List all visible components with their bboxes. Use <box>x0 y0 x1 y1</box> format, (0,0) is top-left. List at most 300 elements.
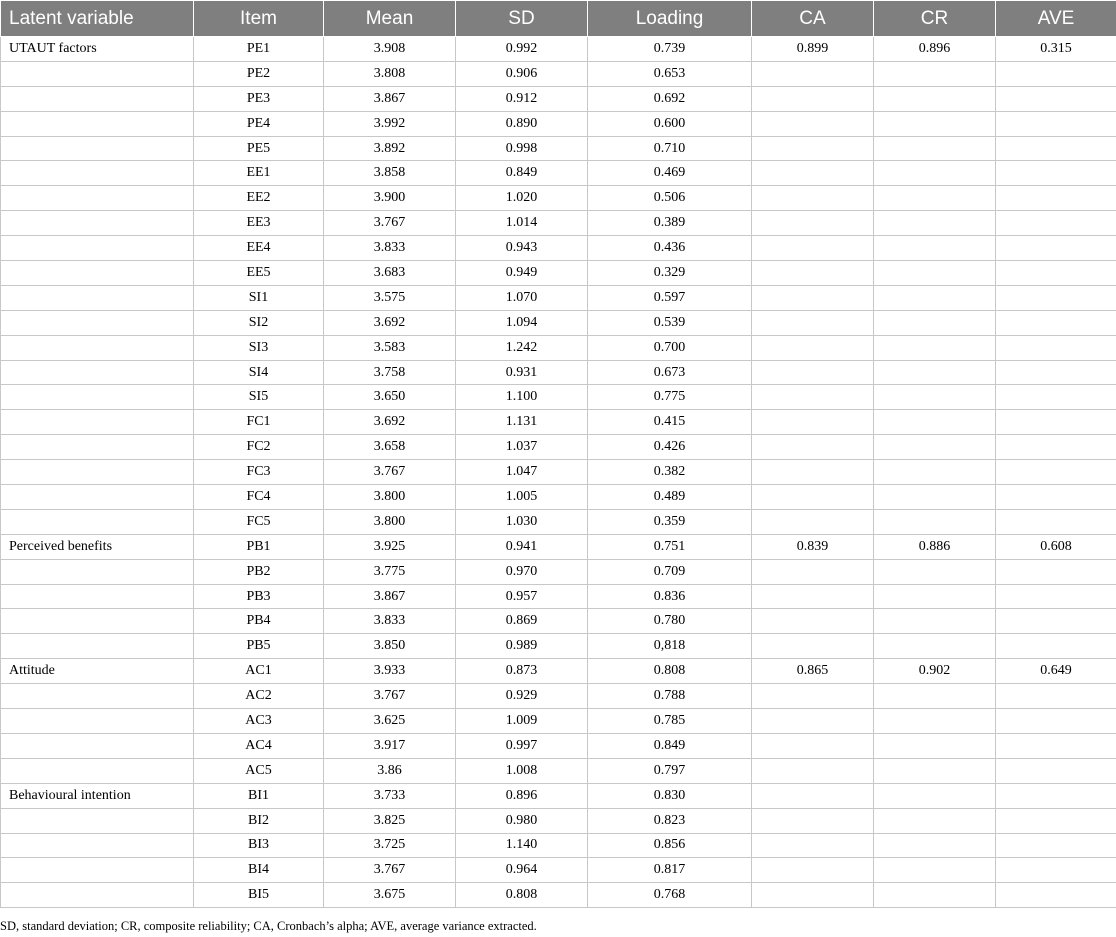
ave-cell <box>996 709 1116 734</box>
loading-cell: 0.797 <box>588 758 752 783</box>
loading-cell: 0.673 <box>588 360 752 385</box>
header-sd: SD <box>456 1 588 37</box>
mean-cell: 3.775 <box>324 559 456 584</box>
sd-cell: 0.849 <box>456 161 588 186</box>
item-cell: AC2 <box>194 684 324 709</box>
cr-cell <box>874 758 996 783</box>
sd-cell: 1.020 <box>456 186 588 211</box>
ca-cell <box>752 161 874 186</box>
latent-variable-cell <box>1 360 194 385</box>
sd-cell: 1.014 <box>456 211 588 236</box>
mean-cell: 3.767 <box>324 460 456 485</box>
mean-cell: 3.683 <box>324 261 456 286</box>
sd-cell: 1.242 <box>456 335 588 360</box>
ave-cell <box>996 584 1116 609</box>
sd-cell: 1.037 <box>456 435 588 460</box>
cr-cell <box>874 883 996 908</box>
mean-cell: 3.800 <box>324 485 456 510</box>
sd-cell: 1.005 <box>456 485 588 510</box>
ca-cell <box>752 435 874 460</box>
loading-cell: 0.700 <box>588 335 752 360</box>
ave-cell <box>996 460 1116 485</box>
table-row <box>1 161 1116 186</box>
table-footnote: SD, standard deviation; CR, composite reliability; CA, Cronbach’s alpha; AVE, average variance extracted. <box>0 919 537 933</box>
mean-cell: 3.583 <box>324 335 456 360</box>
mean-cell: 3.692 <box>324 310 456 335</box>
table-row <box>1 485 1116 510</box>
latent-variable-cell <box>1 385 194 410</box>
latent-variable-cell <box>1 634 194 659</box>
ave-cell <box>996 485 1116 510</box>
item-cell: FC5 <box>194 509 324 534</box>
item-cell: PE2 <box>194 61 324 86</box>
ca-cell <box>752 684 874 709</box>
ave-cell <box>996 385 1116 410</box>
cr-cell <box>874 211 996 236</box>
item-cell: BI2 <box>194 808 324 833</box>
ave-cell <box>996 833 1116 858</box>
ave-cell <box>996 310 1116 335</box>
sd-cell: 0.980 <box>456 808 588 833</box>
header-ave: AVE <box>996 1 1116 37</box>
ca-cell <box>752 410 874 435</box>
sd-cell: 1.131 <box>456 410 588 435</box>
ca-cell <box>752 733 874 758</box>
ave-cell <box>996 559 1116 584</box>
item-cell: SI5 <box>194 385 324 410</box>
ave-cell <box>996 758 1116 783</box>
item-cell: FC2 <box>194 435 324 460</box>
table-row <box>1 783 1116 808</box>
table-row <box>1 37 1116 62</box>
item-cell: PE3 <box>194 86 324 111</box>
table-row <box>1 634 1116 659</box>
cr-cell <box>874 460 996 485</box>
item-cell: BI5 <box>194 883 324 908</box>
sd-cell: 0.992 <box>456 37 588 62</box>
table-body <box>1 37 1116 908</box>
latent-variable-cell <box>1 335 194 360</box>
mean-cell: 3.733 <box>324 783 456 808</box>
mean-cell: 3.767 <box>324 858 456 883</box>
table-row <box>1 385 1116 410</box>
ca-cell <box>752 261 874 286</box>
sd-cell: 0.949 <box>456 261 588 286</box>
mean-cell: 3.758 <box>324 360 456 385</box>
sd-cell: 0.896 <box>456 783 588 808</box>
loading-cell: 0,818 <box>588 634 752 659</box>
latent-variable-cell <box>1 86 194 111</box>
cr-cell <box>874 310 996 335</box>
ave-cell <box>996 111 1116 136</box>
sd-cell: 1.070 <box>456 285 588 310</box>
ca-cell <box>752 285 874 310</box>
latent-variable-cell <box>1 410 194 435</box>
table-row <box>1 609 1116 634</box>
loading-cell: 0.506 <box>588 186 752 211</box>
item-cell: EE3 <box>194 211 324 236</box>
mean-cell: 3.650 <box>324 385 456 410</box>
ave-cell <box>996 186 1116 211</box>
header-latent-variable: Latent variable <box>1 1 194 37</box>
table-row <box>1 584 1116 609</box>
sd-cell: 0.890 <box>456 111 588 136</box>
ave-cell <box>996 211 1116 236</box>
loading-cell: 0.780 <box>588 609 752 634</box>
item-cell: BI4 <box>194 858 324 883</box>
cr-cell <box>874 410 996 435</box>
table-row <box>1 709 1116 734</box>
latent-variable-cell <box>1 310 194 335</box>
mean-cell: 3.625 <box>324 709 456 734</box>
header-mean: Mean <box>324 1 456 37</box>
sd-cell: 0.808 <box>456 883 588 908</box>
ca-cell <box>752 186 874 211</box>
table-row <box>1 733 1116 758</box>
ave-cell <box>996 634 1116 659</box>
item-cell: EE4 <box>194 236 324 261</box>
table-row <box>1 883 1116 908</box>
loading-cell: 0.436 <box>588 236 752 261</box>
mean-cell: 3.992 <box>324 111 456 136</box>
sd-cell: 0.998 <box>456 136 588 161</box>
loading-cell: 0.788 <box>588 684 752 709</box>
latent-variable-cell <box>1 684 194 709</box>
ave-cell <box>996 136 1116 161</box>
loading-cell: 0.653 <box>588 61 752 86</box>
header-item: Item <box>194 1 324 37</box>
sd-cell: 0.929 <box>456 684 588 709</box>
sd-cell: 1.100 <box>456 385 588 410</box>
sd-cell: 1.030 <box>456 509 588 534</box>
sd-cell: 1.008 <box>456 758 588 783</box>
cr-cell <box>874 858 996 883</box>
ave-cell <box>996 609 1116 634</box>
item-cell: PB1 <box>194 534 324 559</box>
loading-cell: 0.808 <box>588 659 752 684</box>
ca-cell <box>752 883 874 908</box>
item-cell: SI3 <box>194 335 324 360</box>
mean-cell: 3.808 <box>324 61 456 86</box>
item-cell: PB3 <box>194 584 324 609</box>
loading-cell: 0.389 <box>588 211 752 236</box>
ca-cell <box>752 833 874 858</box>
ave-cell <box>996 808 1116 833</box>
latent-variable-cell <box>1 111 194 136</box>
table-row <box>1 310 1116 335</box>
cr-cell <box>874 709 996 734</box>
mean-cell: 3.658 <box>324 435 456 460</box>
loading-cell: 0.751 <box>588 534 752 559</box>
ca-cell: 0.865 <box>752 659 874 684</box>
sd-cell: 0.869 <box>456 609 588 634</box>
loading-cell: 0.469 <box>588 161 752 186</box>
item-cell: PB5 <box>194 634 324 659</box>
header-cr: CR <box>874 1 996 37</box>
latent-variable-cell <box>1 136 194 161</box>
ave-cell <box>996 236 1116 261</box>
header-loading: Loading <box>588 1 752 37</box>
ca-cell <box>752 385 874 410</box>
sd-cell: 1.094 <box>456 310 588 335</box>
sd-cell: 1.009 <box>456 709 588 734</box>
cr-cell <box>874 584 996 609</box>
item-cell: PB4 <box>194 609 324 634</box>
latent-variable-cell <box>1 609 194 634</box>
loading-cell: 0.415 <box>588 410 752 435</box>
table-row <box>1 410 1116 435</box>
ca-cell <box>752 709 874 734</box>
ca-cell <box>752 485 874 510</box>
ave-cell <box>996 733 1116 758</box>
latent-variable-cell <box>1 559 194 584</box>
loading-cell: 0.785 <box>588 709 752 734</box>
ca-cell <box>752 335 874 360</box>
cr-cell <box>874 236 996 261</box>
mean-cell: 3.575 <box>324 285 456 310</box>
latent-variable-cell <box>1 236 194 261</box>
sd-cell: 0.873 <box>456 659 588 684</box>
ca-cell <box>752 460 874 485</box>
table-row <box>1 435 1116 460</box>
ca-cell <box>752 86 874 111</box>
ave-cell <box>996 509 1116 534</box>
mean-cell: 3.833 <box>324 609 456 634</box>
ave-cell <box>996 883 1116 908</box>
item-cell: AC5 <box>194 758 324 783</box>
sd-cell: 0.989 <box>456 634 588 659</box>
ave-cell: 0.649 <box>996 659 1116 684</box>
latent-variable-cell <box>1 808 194 833</box>
latent-variable-cell: UTAUT factors <box>1 37 194 62</box>
cr-cell: 0.886 <box>874 534 996 559</box>
ca-cell <box>752 559 874 584</box>
cr-cell <box>874 808 996 833</box>
cr-cell <box>874 261 996 286</box>
loading-cell: 0.768 <box>588 883 752 908</box>
table-header <box>1 1 1116 37</box>
mean-cell: 3.675 <box>324 883 456 908</box>
ave-cell <box>996 360 1116 385</box>
ca-cell <box>752 584 874 609</box>
ave-cell <box>996 261 1116 286</box>
loading-cell: 0.739 <box>588 37 752 62</box>
item-cell: SI1 <box>194 285 324 310</box>
mean-cell: 3.925 <box>324 534 456 559</box>
ca-cell <box>752 136 874 161</box>
mean-cell: 3.900 <box>324 186 456 211</box>
loading-cell: 0.775 <box>588 385 752 410</box>
loading-cell: 0.382 <box>588 460 752 485</box>
latent-variable-cell: Attitude <box>1 659 194 684</box>
mean-cell: 3.908 <box>324 37 456 62</box>
item-cell: BI1 <box>194 783 324 808</box>
item-cell: PE4 <box>194 111 324 136</box>
loading-cell: 0.600 <box>588 111 752 136</box>
cr-cell <box>874 86 996 111</box>
item-cell: PB2 <box>194 559 324 584</box>
loading-cell: 0.830 <box>588 783 752 808</box>
cr-cell <box>874 435 996 460</box>
table-row <box>1 659 1116 684</box>
sd-cell: 0.964 <box>456 858 588 883</box>
sd-cell: 0.906 <box>456 61 588 86</box>
cr-cell: 0.896 <box>874 37 996 62</box>
mean-cell: 3.767 <box>324 684 456 709</box>
loading-cell: 0.597 <box>588 285 752 310</box>
ca-cell <box>752 360 874 385</box>
cr-cell <box>874 360 996 385</box>
ca-cell <box>752 509 874 534</box>
ave-cell <box>996 410 1116 435</box>
ave-cell: 0.315 <box>996 37 1116 62</box>
table-row <box>1 136 1116 161</box>
table-row <box>1 559 1116 584</box>
ave-cell <box>996 684 1116 709</box>
table-row <box>1 833 1116 858</box>
table-row <box>1 211 1116 236</box>
ca-cell <box>752 310 874 335</box>
cr-cell <box>874 485 996 510</box>
cr-cell <box>874 559 996 584</box>
mean-cell: 3.892 <box>324 136 456 161</box>
sd-cell: 0.912 <box>456 86 588 111</box>
cr-cell: 0.902 <box>874 659 996 684</box>
mean-cell: 3.86 <box>324 758 456 783</box>
ca-cell <box>752 758 874 783</box>
table-row <box>1 261 1116 286</box>
table-row <box>1 509 1116 534</box>
ave-cell <box>996 335 1116 360</box>
table-row <box>1 285 1116 310</box>
ca-cell <box>752 211 874 236</box>
latent-variable-cell <box>1 758 194 783</box>
latent-variable-cell <box>1 858 194 883</box>
item-cell: EE5 <box>194 261 324 286</box>
ave-cell <box>996 858 1116 883</box>
ave-cell <box>996 161 1116 186</box>
cr-cell <box>874 136 996 161</box>
mean-cell: 3.725 <box>324 833 456 858</box>
latent-variable-cell <box>1 709 194 734</box>
table-row <box>1 858 1116 883</box>
loading-cell: 0.817 <box>588 858 752 883</box>
table-row <box>1 534 1116 559</box>
mean-cell: 3.692 <box>324 410 456 435</box>
loading-cell: 0.709 <box>588 559 752 584</box>
ca-cell <box>752 111 874 136</box>
table-row <box>1 111 1116 136</box>
mean-cell: 3.867 <box>324 584 456 609</box>
table-row <box>1 808 1116 833</box>
latent-variable-cell <box>1 161 194 186</box>
mean-cell: 3.917 <box>324 733 456 758</box>
latent-variable-cell <box>1 833 194 858</box>
loading-cell: 0.329 <box>588 261 752 286</box>
sd-cell: 0.957 <box>456 584 588 609</box>
table-row <box>1 460 1116 485</box>
sd-cell: 0.943 <box>456 236 588 261</box>
ca-cell <box>752 609 874 634</box>
loading-cell: 0.489 <box>588 485 752 510</box>
item-cell: FC4 <box>194 485 324 510</box>
sd-cell: 0.931 <box>456 360 588 385</box>
loading-cell: 0.692 <box>588 86 752 111</box>
item-cell: PE1 <box>194 37 324 62</box>
cr-cell <box>874 186 996 211</box>
item-cell: AC3 <box>194 709 324 734</box>
latent-variable-cell: Behavioural intention <box>1 783 194 808</box>
mean-cell: 3.933 <box>324 659 456 684</box>
latent-variable-cell <box>1 509 194 534</box>
mean-cell: 3.867 <box>324 86 456 111</box>
cr-cell <box>874 833 996 858</box>
loading-cell: 0.823 <box>588 808 752 833</box>
table-row <box>1 758 1116 783</box>
item-cell: EE1 <box>194 161 324 186</box>
table-row <box>1 684 1116 709</box>
latent-variable-cell <box>1 61 194 86</box>
sd-cell: 0.941 <box>456 534 588 559</box>
latent-variable-cell <box>1 211 194 236</box>
loading-cell: 0.426 <box>588 435 752 460</box>
item-cell: PE5 <box>194 136 324 161</box>
latent-variable-cell <box>1 261 194 286</box>
item-cell: AC4 <box>194 733 324 758</box>
cr-cell <box>874 61 996 86</box>
mean-cell: 3.825 <box>324 808 456 833</box>
item-cell: FC1 <box>194 410 324 435</box>
mean-cell: 3.767 <box>324 211 456 236</box>
table-row <box>1 335 1116 360</box>
cr-cell <box>874 161 996 186</box>
loading-cell: 0.710 <box>588 136 752 161</box>
cr-cell <box>874 783 996 808</box>
ca-cell <box>752 808 874 833</box>
ave-cell <box>996 435 1116 460</box>
ave-cell <box>996 61 1116 86</box>
ca-cell <box>752 634 874 659</box>
mean-cell: 3.833 <box>324 236 456 261</box>
ave-cell: 0.608 <box>996 534 1116 559</box>
item-cell: FC3 <box>194 460 324 485</box>
table-row <box>1 86 1116 111</box>
cr-cell <box>874 335 996 360</box>
table-row <box>1 236 1116 261</box>
header-ca: CA <box>752 1 874 37</box>
loading-cell: 0.836 <box>588 584 752 609</box>
cr-cell <box>874 285 996 310</box>
loading-cell: 0.856 <box>588 833 752 858</box>
mean-cell: 3.850 <box>324 634 456 659</box>
item-cell: SI2 <box>194 310 324 335</box>
loading-cell: 0.359 <box>588 509 752 534</box>
ca-cell: 0.839 <box>752 534 874 559</box>
latent-variable-cell <box>1 186 194 211</box>
ca-cell <box>752 783 874 808</box>
item-cell: EE2 <box>194 186 324 211</box>
cr-cell <box>874 509 996 534</box>
item-cell: AC1 <box>194 659 324 684</box>
ca-cell <box>752 858 874 883</box>
header-row <box>1 1 1116 37</box>
cr-cell <box>874 684 996 709</box>
cr-cell <box>874 634 996 659</box>
cr-cell <box>874 733 996 758</box>
latent-variable-cell <box>1 584 194 609</box>
latent-variable-cell <box>1 435 194 460</box>
latent-variable-cell: Perceived benefits <box>1 534 194 559</box>
